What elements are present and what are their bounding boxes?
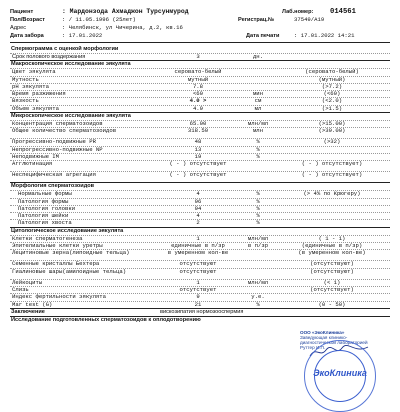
reference-range: (<60) bbox=[323, 91, 341, 98]
test-unit: см bbox=[254, 98, 262, 105]
test-name: Патология шейки bbox=[18, 213, 69, 220]
reference-range: (в умеренном кол-ве) bbox=[298, 250, 366, 256]
date-taken-value: : 17.01.2022 bbox=[62, 32, 103, 39]
result-row bbox=[10, 242, 390, 249]
test-value: единичные в п/зр bbox=[171, 243, 225, 250]
reference-range: (>39.00) bbox=[318, 128, 346, 134]
test-name: Нормальные формы bbox=[18, 191, 72, 198]
test-value: 4 bbox=[196, 213, 200, 220]
result-row bbox=[10, 76, 390, 83]
test-unit: % bbox=[256, 198, 260, 205]
test-name: Общее количество сперматозоидов bbox=[12, 128, 117, 134]
reference-range: ( - ) отсутствует) bbox=[301, 161, 363, 167]
lab-number-label: Лаб.номер: bbox=[282, 9, 314, 15]
report-title: Спермограмма с оценкой морфологии bbox=[11, 46, 119, 52]
result-row bbox=[10, 153, 390, 160]
registration-label: Регистрац.№ bbox=[238, 17, 275, 23]
result-row bbox=[10, 97, 390, 104]
test-name: Патология формы bbox=[18, 198, 69, 205]
result-row bbox=[10, 127, 390, 138]
reference-range: (отсутствуют) bbox=[310, 261, 354, 268]
result-row bbox=[10, 120, 390, 127]
result-row bbox=[10, 260, 390, 267]
test-unit: у.е. bbox=[251, 294, 265, 301]
test-name: Гиалиновые шары(амилоидные тельца) bbox=[12, 268, 127, 274]
result-row bbox=[10, 83, 390, 90]
test-unit: млн bbox=[252, 128, 264, 134]
registration-number: 37549/А19 bbox=[294, 16, 325, 23]
section-title: Микроскопическое исследование эякулята bbox=[10, 112, 390, 120]
test-name: Индекс фертильности эякулята bbox=[12, 294, 106, 301]
stamp-line-3: диагностической лабораторией bbox=[300, 340, 368, 345]
result-row bbox=[10, 90, 390, 97]
test-name: pH эякулята bbox=[12, 83, 49, 90]
test-name: Патология хвоста bbox=[18, 220, 72, 227]
reference-range: (отсутствуют) bbox=[310, 268, 354, 274]
result-row bbox=[10, 138, 390, 145]
lab-stamp bbox=[300, 330, 386, 396]
sex-age-value: : / 11.05.1996 (25лет) bbox=[62, 16, 136, 23]
test-value: 19 bbox=[194, 153, 202, 160]
test-value: 318.50 bbox=[187, 128, 209, 134]
test-value: 4 bbox=[196, 191, 200, 198]
test-name: Клетки сперматогенеза bbox=[12, 235, 83, 242]
test-value: 9 bbox=[196, 294, 200, 301]
test-value: отсутствуют bbox=[179, 268, 217, 274]
conclusion-value: вискозипатия нормозооспермия bbox=[160, 308, 244, 315]
stamp-line-4: Руттер И.П. bbox=[300, 345, 326, 350]
reference-range: (> 4% по Крюгеру) bbox=[303, 191, 361, 198]
result-row bbox=[10, 190, 390, 197]
section-title: Морфология сперматозоидов bbox=[10, 182, 390, 190]
reference-range: (>15.00) bbox=[318, 121, 346, 128]
test-unit: мин bbox=[252, 91, 264, 98]
test-value: 1 bbox=[196, 279, 200, 286]
test-value: 1 bbox=[196, 235, 200, 242]
result-row bbox=[10, 301, 390, 308]
test-name: Объем эякулята bbox=[12, 105, 59, 112]
reference-range: (< 1) bbox=[323, 279, 341, 286]
print-date-value: : 17.01.2022 14:21 bbox=[294, 32, 355, 39]
conclusion-row bbox=[10, 308, 390, 316]
test-value: 2 bbox=[196, 220, 200, 227]
test-name: Слизь bbox=[12, 286, 29, 293]
abstinence-row bbox=[10, 53, 390, 60]
conclusion-label: Заключение bbox=[11, 308, 45, 315]
test-name: Цвет эякулята bbox=[12, 69, 56, 76]
results-sections bbox=[10, 60, 390, 308]
test-value: 4.9 bbox=[192, 105, 204, 112]
test-unit: млн/мл bbox=[247, 235, 269, 242]
reference-range: (серовато-белый) bbox=[305, 69, 359, 76]
test-name: Патология головки bbox=[18, 205, 76, 212]
test-name: Время разжижения bbox=[12, 91, 66, 98]
result-row bbox=[10, 279, 390, 286]
test-name: Mar test (G) bbox=[12, 301, 53, 308]
test-name: Агглютинация bbox=[12, 161, 53, 167]
test-value: ( - ) отсутствует bbox=[169, 161, 227, 167]
test-value: <60 bbox=[192, 91, 204, 98]
test-unit: % bbox=[256, 139, 260, 146]
stamp-line-1: ООО «ЭкоКлиника» bbox=[300, 330, 345, 335]
test-name: Неспецифическая агрегация bbox=[12, 172, 96, 178]
stamp-line-2: Заведующая клинико- bbox=[300, 335, 348, 340]
test-name: Мутность bbox=[12, 76, 39, 83]
test-value: 96 bbox=[194, 198, 202, 205]
test-value: в умеренном кол-ве bbox=[167, 250, 229, 256]
test-name: Лейкоциты bbox=[12, 279, 43, 286]
test-value: 4.0 > bbox=[189, 98, 207, 105]
test-unit: мл bbox=[254, 105, 262, 112]
sex-age-row bbox=[10, 16, 390, 24]
result-row bbox=[10, 160, 390, 171]
sex-age-label: Пол/Возраст bbox=[10, 17, 45, 23]
result-row bbox=[10, 205, 390, 212]
result-row bbox=[10, 268, 390, 279]
test-value: отсутствуют bbox=[179, 261, 217, 268]
abstinence-name: Срок полового воздержания bbox=[12, 54, 86, 60]
address-row bbox=[10, 24, 390, 32]
test-unit: % bbox=[256, 220, 260, 227]
test-value: ( - ) отсутствует bbox=[169, 172, 227, 178]
reference-range: (<2.0) bbox=[321, 98, 343, 105]
test-value: 65.00 bbox=[189, 121, 207, 128]
address-label: Адрес bbox=[10, 25, 27, 31]
test-name: Семенные кристаллы Бехтера bbox=[12, 261, 100, 268]
test-value: 48 bbox=[194, 139, 202, 146]
abstinence-unit: дн. bbox=[252, 54, 264, 60]
test-unit: млн/мл bbox=[247, 279, 269, 286]
stamp-seal-text: ЭкоКлиника bbox=[313, 368, 367, 378]
reference-range: (>7.2) bbox=[321, 83, 343, 90]
patient-label: Пациент bbox=[10, 9, 34, 15]
test-unit: % bbox=[256, 301, 260, 308]
test-value: серовато-белый bbox=[174, 69, 222, 76]
test-value: 94 bbox=[194, 205, 202, 212]
address-value: : Челябинск, ул Чичерина, д.2, кв.16 bbox=[62, 24, 183, 31]
reference-range: (>32) bbox=[323, 139, 341, 146]
lab-number: 014561 bbox=[330, 7, 356, 16]
reference-range: (0 - 50) bbox=[318, 301, 346, 308]
reference-range: ( - ) отсутствует) bbox=[301, 172, 363, 178]
section-title: Цитологическое исследование эякулята bbox=[10, 227, 390, 235]
test-value: отсутствует bbox=[179, 286, 217, 293]
test-value: 21 bbox=[194, 301, 202, 308]
result-row bbox=[10, 212, 390, 219]
test-name: Концентрация сперматозоидов bbox=[12, 121, 103, 128]
abstinence-value: 3 bbox=[196, 54, 200, 60]
test-unit: млн/мл bbox=[247, 121, 269, 128]
result-row bbox=[10, 198, 390, 205]
result-row bbox=[10, 219, 390, 226]
print-date-label: Дата печати bbox=[246, 33, 280, 39]
dates-row bbox=[10, 32, 390, 40]
result-row bbox=[10, 68, 390, 75]
result-row bbox=[10, 235, 390, 242]
section-title: Макроскопическое исследование эякулята bbox=[10, 60, 390, 68]
test-name: Прогрессивно-подвижные PR bbox=[12, 139, 96, 146]
test-unit: % bbox=[256, 191, 260, 198]
result-row bbox=[10, 146, 390, 153]
patient-row bbox=[10, 8, 390, 16]
reference-range: (единичные в п/зр) bbox=[301, 243, 363, 250]
test-value: 13 bbox=[194, 146, 202, 153]
result-row bbox=[10, 286, 390, 293]
result-row bbox=[10, 105, 390, 112]
test-name: Лецитиновые зерна(липоидные тельца) bbox=[12, 250, 130, 256]
reference-range: (мутный) bbox=[318, 76, 346, 83]
test-value: 7.8 bbox=[192, 83, 204, 90]
patient-name: : Мардонзода Ахмаджон Турсунмурод bbox=[62, 8, 189, 15]
test-unit: % bbox=[256, 146, 260, 153]
test-name: Эпителиальные клетки уретры bbox=[12, 243, 103, 250]
test-unit: % bbox=[256, 153, 260, 160]
test-unit: % bbox=[256, 205, 260, 212]
result-row bbox=[10, 171, 390, 182]
test-name: Вязкость bbox=[12, 98, 39, 105]
test-unit: % bbox=[256, 213, 260, 220]
test-name: Неподвижные IM bbox=[12, 153, 59, 160]
test-value: мутный bbox=[187, 76, 209, 83]
reference-range: ( 1 - 1) bbox=[318, 235, 346, 242]
test-unit: в п/зр bbox=[247, 243, 269, 250]
reference-range: (отсутствует) bbox=[310, 286, 354, 293]
date-taken-label: Дата забора bbox=[10, 33, 44, 39]
result-row bbox=[10, 249, 390, 260]
result-row bbox=[10, 293, 390, 300]
reference-range: (>1.5) bbox=[321, 105, 343, 112]
footer-note: Исследование подготовленных сперматозоидов к оплодотворению bbox=[10, 316, 390, 324]
test-name: Непрогрессивно-подвижные NP bbox=[12, 146, 103, 153]
